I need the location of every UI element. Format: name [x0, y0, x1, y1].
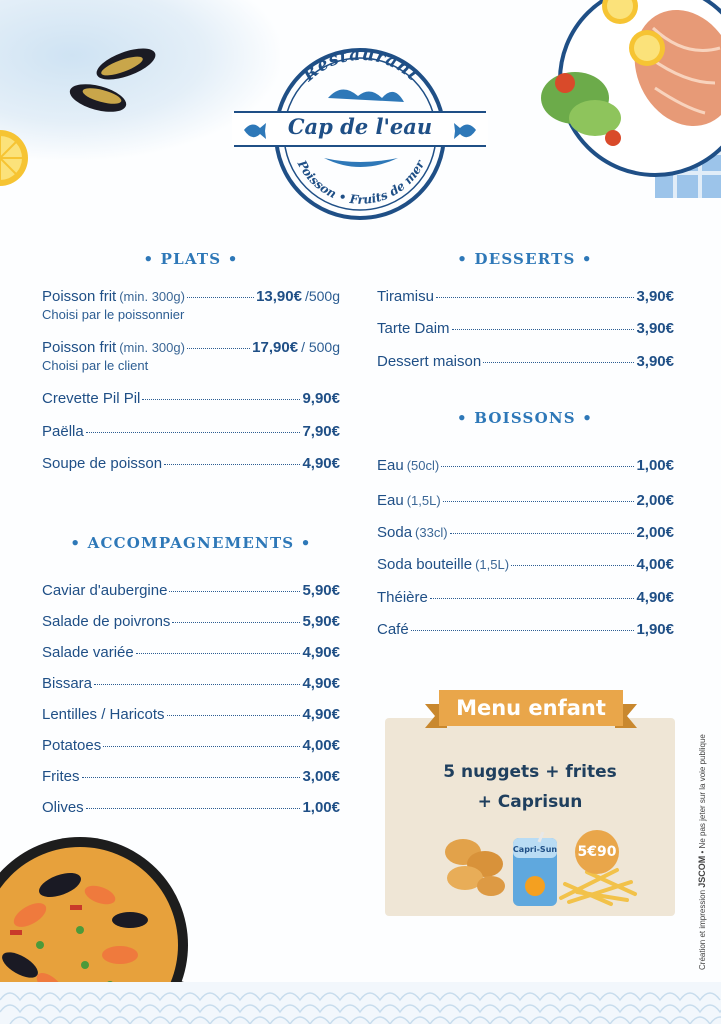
- menu-item: [42, 737, 340, 754]
- item-name: Eau: [377, 457, 404, 474]
- item-name: Caviar d'aubergine: [42, 582, 168, 599]
- item-name: Potatoes: [42, 737, 102, 754]
- credit-brand: JSCOM: [697, 855, 707, 888]
- menu-item: [42, 768, 340, 785]
- item-price: 3,00€: [302, 768, 340, 785]
- dot-leader: [86, 808, 301, 809]
- item-note: (1,5L): [475, 557, 510, 572]
- item-unit: /500g: [304, 288, 340, 304]
- restaurant-logo: [232, 46, 488, 222]
- menu-item: [377, 492, 674, 509]
- salmon-plate-image: [535, 0, 721, 198]
- item-subtext: Choisi par le poissonnier: [42, 307, 185, 322]
- dot-leader: [443, 501, 635, 502]
- dot-leader: [187, 348, 250, 349]
- item-name: Tarte Daim: [377, 320, 450, 337]
- lemon-slice-image: [0, 128, 30, 188]
- menu-item: [42, 582, 340, 599]
- item-note: (1,5L): [406, 493, 441, 508]
- item-price: 9,90€: [302, 390, 340, 407]
- menu-item: [42, 390, 340, 407]
- menu-item: [377, 457, 674, 474]
- item-price: 3,90€: [636, 353, 674, 370]
- menu-item: [42, 675, 340, 692]
- item-price: 17,90€: [252, 339, 299, 356]
- item-price: 5,90€: [302, 582, 340, 599]
- item-note: (33cl): [415, 525, 448, 540]
- dot-leader: [172, 622, 300, 623]
- menu-item: [42, 644, 340, 661]
- menu-item: [377, 589, 674, 606]
- item-price: 3,90€: [636, 288, 674, 305]
- dot-leader: [94, 684, 300, 685]
- item-subtext: Choisi par le client: [42, 358, 149, 373]
- item-price: 13,90€: [256, 288, 302, 305]
- dot-leader: [136, 653, 301, 654]
- item-price: 4,00€: [636, 556, 674, 573]
- wave-pattern: [0, 982, 721, 1024]
- dot-leader: [483, 362, 634, 363]
- item-price: 4,00€: [302, 737, 340, 754]
- dot-leader: [187, 297, 254, 298]
- menu-item: [377, 621, 674, 638]
- item-name: Paëlla: [42, 423, 84, 440]
- menu-item: [42, 288, 340, 305]
- item-price: 2,00€: [636, 492, 674, 509]
- caprisun-label: Capri-Sun: [512, 845, 558, 854]
- item-note: (min. 300g): [119, 340, 185, 355]
- item-price: 7,90€: [302, 423, 340, 440]
- kids-menu-line-2: + Caprisun: [477, 792, 583, 812]
- kids-menu-title: Menu enfant: [456, 696, 606, 720]
- item-note: (min. 300g): [119, 289, 185, 304]
- dot-leader: [142, 399, 300, 400]
- menu-item: [42, 455, 340, 472]
- dot-leader: [411, 630, 635, 631]
- item-name: Bissara: [42, 675, 93, 692]
- dot-leader: [452, 329, 635, 330]
- item-name: Café: [377, 621, 409, 638]
- menu-item: [42, 706, 340, 723]
- item-price: 1,00€: [302, 799, 340, 816]
- item-name: Frites: [42, 768, 80, 785]
- menu-item: [42, 423, 340, 440]
- item-note: (50cl): [406, 458, 440, 473]
- item-name: Théière: [377, 589, 428, 606]
- dot-leader: [450, 533, 635, 534]
- menu-item: [377, 288, 674, 305]
- item-price: 1,00€: [636, 457, 674, 474]
- item-name: Poisson frit: [42, 339, 117, 356]
- item-price: 4,90€: [302, 644, 340, 661]
- logo-restaurant-text: Restaurant: [299, 46, 424, 86]
- item-unit: / 500g: [301, 339, 340, 355]
- item-name: Olives: [42, 799, 84, 816]
- item-price: 2,00€: [636, 524, 674, 541]
- item-price: 4,90€: [302, 455, 340, 472]
- menu-item: [377, 556, 674, 573]
- menu-item: [377, 320, 674, 337]
- dot-leader: [511, 565, 634, 566]
- item-price: 4,90€: [302, 675, 340, 692]
- item-name: Dessert maison: [377, 353, 482, 370]
- item-name: Crevette Pil Pil: [42, 390, 141, 407]
- menu-item: [42, 613, 340, 630]
- item-name: Soupe de poisson: [42, 455, 163, 472]
- menu-item: [377, 524, 674, 541]
- item-name: Poisson frit: [42, 288, 117, 305]
- logo-tagline-text: Poisson • Fruits de mer: [294, 157, 428, 207]
- item-name: Soda: [377, 524, 413, 541]
- item-name: Salade de poivrons: [42, 613, 171, 630]
- dot-leader: [169, 591, 300, 592]
- item-name: Soda bouteille: [377, 556, 473, 573]
- credit-prefix: Création et impression: [698, 889, 707, 970]
- nuggets-image: [441, 830, 511, 900]
- menu-item: [42, 799, 340, 816]
- menu-item: [377, 353, 674, 370]
- desserts-heading: • DESSERTS •: [457, 250, 593, 268]
- item-name: Eau: [377, 492, 404, 509]
- item-price: 5,90€: [302, 613, 340, 630]
- dot-leader: [82, 777, 301, 778]
- caprisun-pack-image: [509, 832, 561, 910]
- plats-heading: • PLATS •: [143, 250, 239, 268]
- item-price: 3,90€: [636, 320, 674, 337]
- item-name: Lentilles / Haricots: [42, 706, 165, 723]
- item-name: Tiramisu: [377, 288, 434, 305]
- accompagnements-heading: • ACCOMPAGNEMENTS •: [70, 534, 312, 552]
- credit-suffix: • Ne pas jeter sur la voie publique: [698, 734, 707, 854]
- dot-leader: [167, 715, 301, 716]
- item-name: Salade variée: [42, 644, 134, 661]
- dot-leader: [441, 466, 634, 467]
- boissons-heading: • BOISSONS •: [456, 409, 593, 427]
- print-credit: [697, 734, 707, 970]
- kids-menu-price-badge: 5€90: [575, 830, 619, 874]
- menu-item: [42, 339, 340, 356]
- dot-leader: [436, 297, 635, 298]
- kids-menu-line-1: 5 nuggets + frites: [443, 762, 617, 782]
- item-price: 1,90€: [636, 621, 674, 638]
- dot-leader: [103, 746, 300, 747]
- dot-leader: [430, 598, 635, 599]
- item-price: 4,90€: [636, 589, 674, 606]
- item-price: 4,90€: [302, 706, 340, 723]
- dot-leader: [164, 464, 300, 465]
- kids-menu-card: [385, 690, 675, 920]
- logo-name: Cap de l'eau: [287, 114, 433, 139]
- dot-leader: [86, 432, 301, 433]
- mussel-image: [66, 78, 132, 120]
